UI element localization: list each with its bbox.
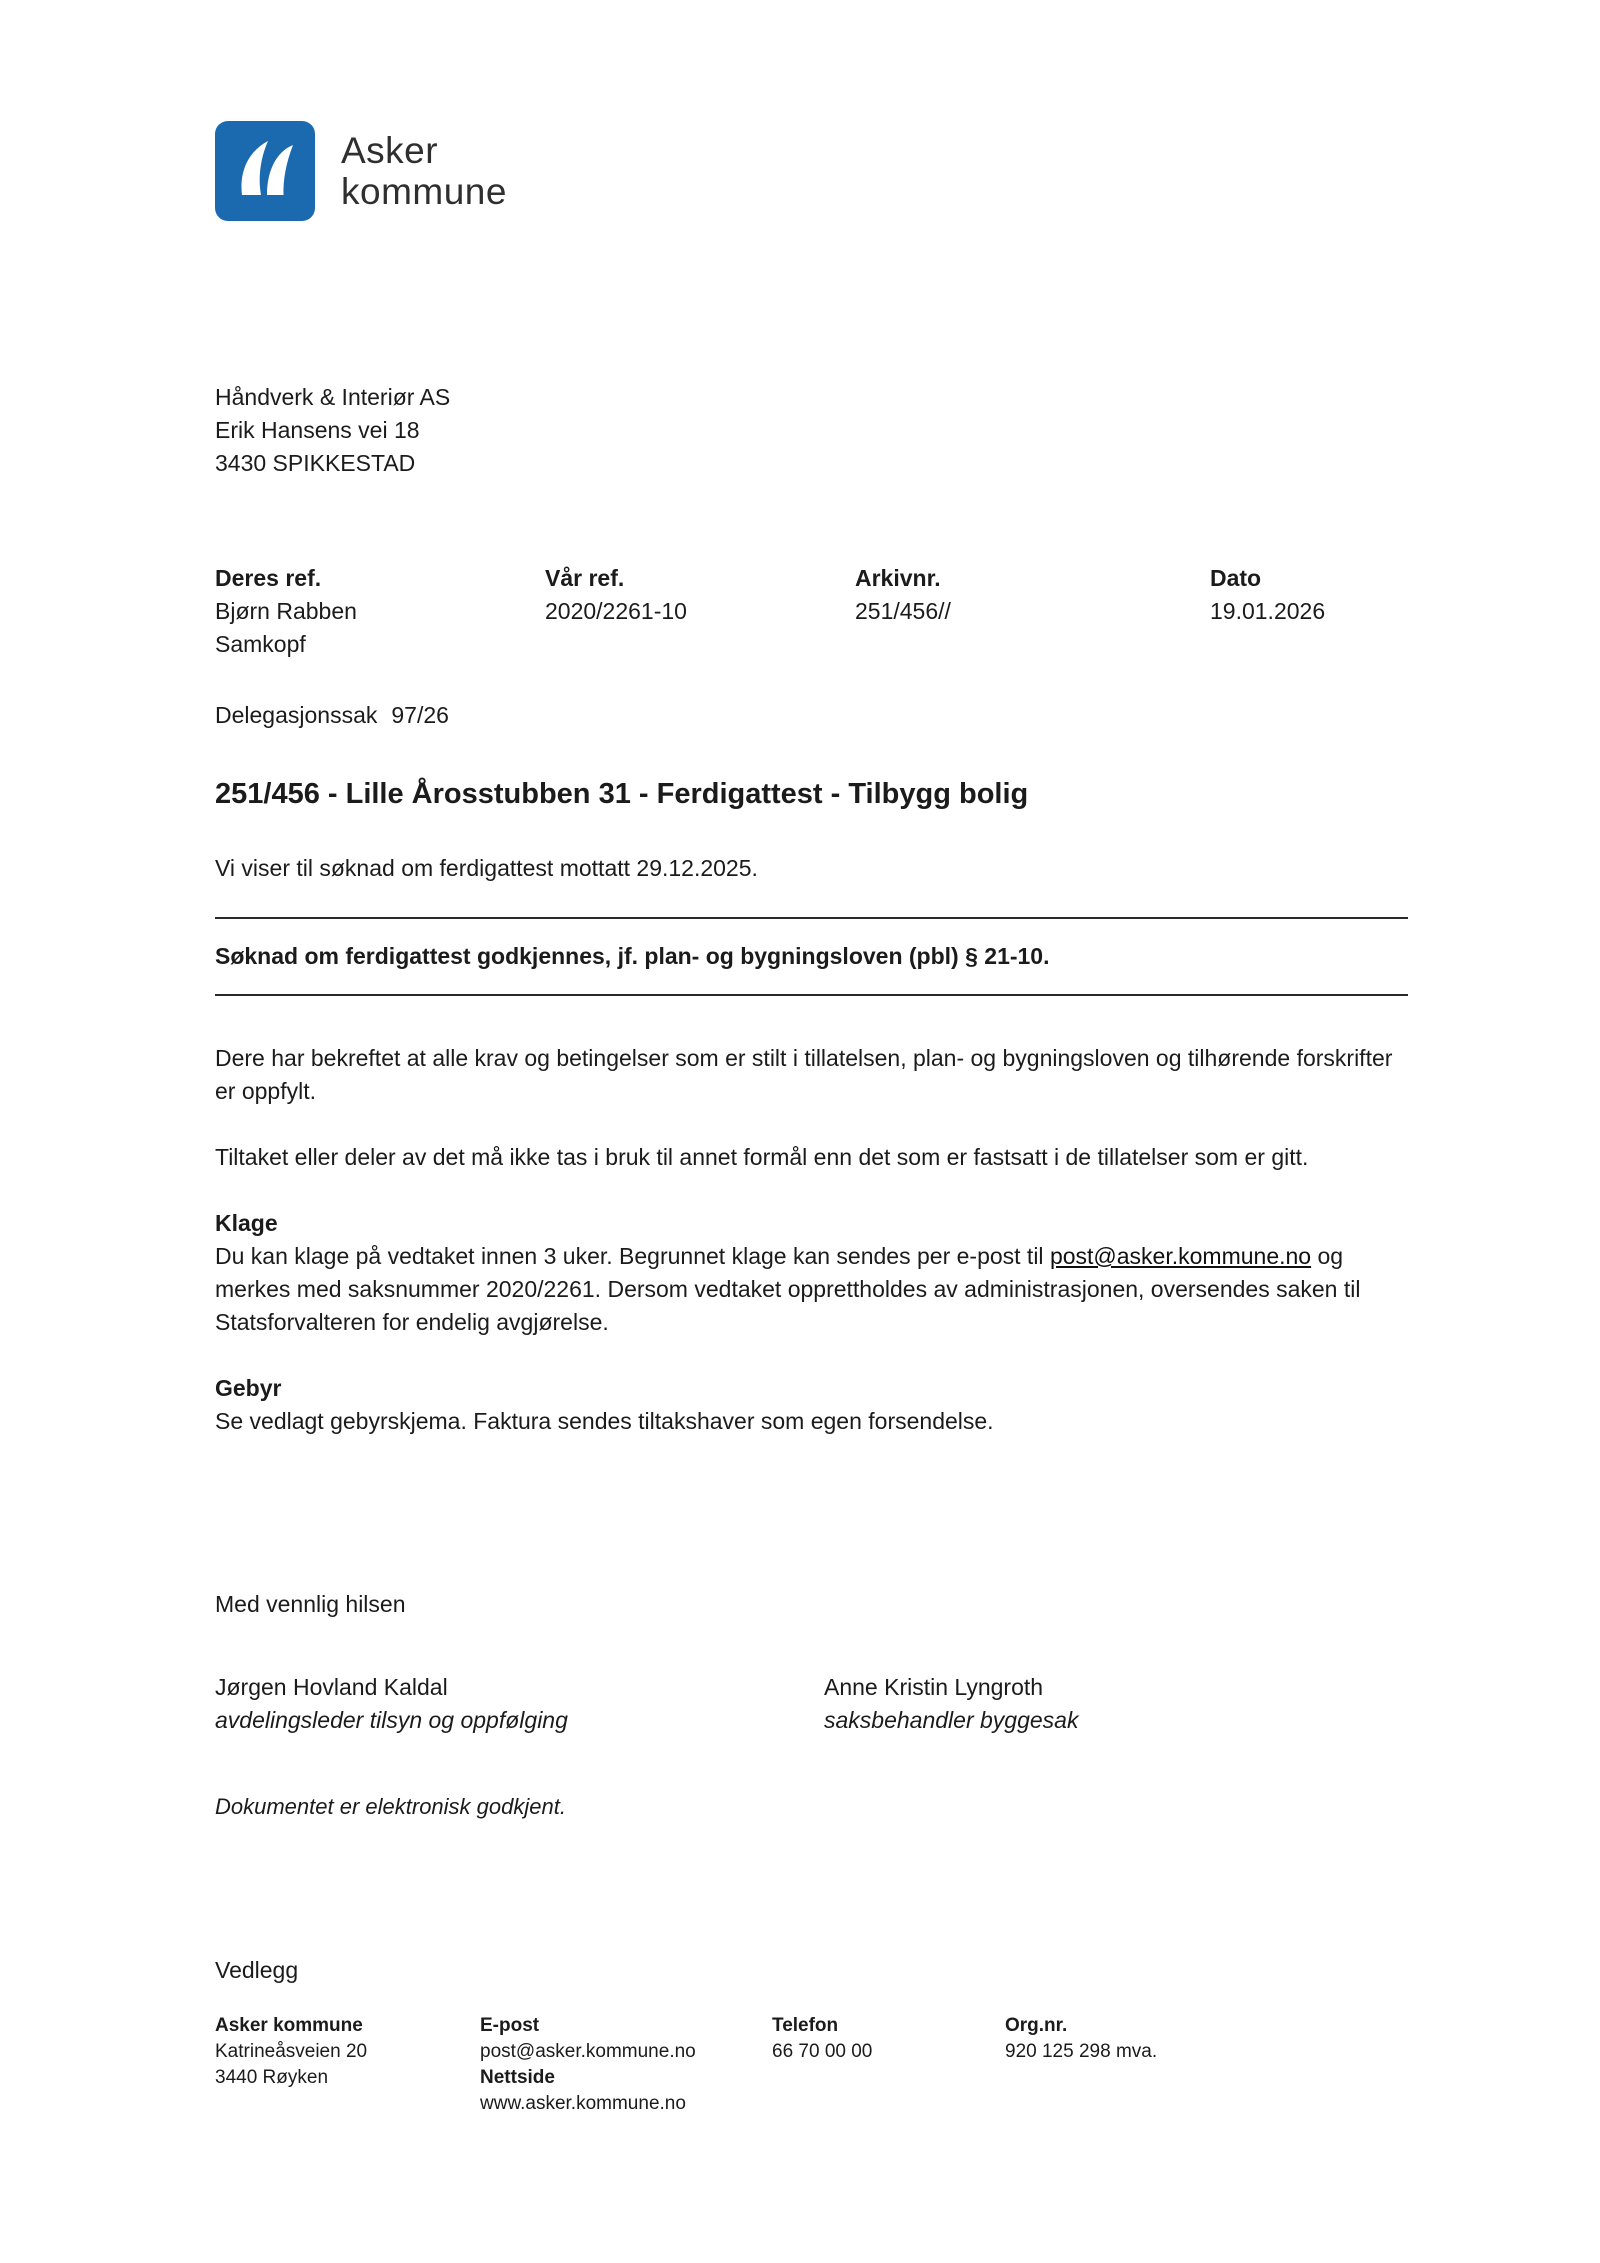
gebyr-paragraph: Se vedlagt gebyrskjema. Faktura sendes tiltakshaver som egen forsendelse. [215, 1408, 994, 1434]
footer-address-line1: Katrineåsveien 20 [215, 2041, 368, 2062]
klage-section [215, 1207, 1408, 1339]
dato-value: 19.01.2026 [1210, 598, 1326, 624]
attachments-label: Vedlegg [215, 1957, 299, 1983]
decision-block [215, 917, 1408, 996]
letter-title: 251/456 - Lille Årosstubben 31 - Ferdigattest - Tilbygg bolig [215, 778, 1029, 810]
sailboat-logo-icon [215, 121, 315, 221]
footer-orgnr-column [1005, 2013, 1408, 2117]
logo-line2: kommune [341, 170, 507, 212]
signer-name-left: Jørgen Hovland Kaldal [215, 1674, 448, 1700]
arkivnr-value: 251/456// [855, 598, 951, 624]
klage-text-before: Du kan klage på vedtaket innen 3 uker. Begrunnet klage kan sendes per e-post til [215, 1243, 1050, 1269]
gebyr-heading: Gebyr [215, 1375, 282, 1401]
signature-block [215, 1671, 1408, 1737]
electronic-approval-note: Dokumentet er elektronisk godkjent. [215, 1794, 566, 1819]
reference-header [215, 562, 1408, 661]
body-paragraph-2: Tiltaket eller deler av det må ikke tas i bruk til annet formål enn det som er fastsatt i de tillatelser som er gitt. [215, 1144, 1309, 1170]
signer-title-right: saksbehandler byggesak [824, 1707, 1079, 1733]
municipality-logo [215, 118, 1408, 223]
intro-paragraph: Vi viser til søknad om ferdigattest mottatt 29.12.2025. [215, 855, 758, 881]
logo-wordmark [341, 130, 507, 212]
complaint-email-link[interactable]: post@asker.kommune.no [1049, 1243, 1312, 1269]
recipient-address [215, 381, 1408, 480]
klage-text-after: og merkes med saksnummer 2020/2261. Dersom vedtaket opprettholdes av administrasjonen, oversendes saken til Statsforvalteren for endelig avgjørelse. [215, 1243, 1361, 1335]
deres-ref-label: Deres ref. [215, 565, 322, 591]
footer-email-label: E-post [480, 2015, 540, 2036]
deres-ref-column [215, 562, 545, 661]
klage-paragraph [215, 1240, 1408, 1339]
deres-ref-value: Bjørn Rabben Samkopf [215, 598, 357, 657]
klage-heading: Klage [215, 1210, 278, 1236]
signer-name-right: Anne Kristin Lyngroth [824, 1674, 1044, 1700]
recipient-postal: 3430 SPIKKESTAD [215, 450, 416, 476]
recipient-name: Håndverk & Interiør AS [215, 384, 451, 410]
var-ref-label: Vår ref. [545, 565, 625, 591]
recipient-street: Erik Hansens vei 18 [215, 417, 420, 443]
closing-greeting: Med vennlig hilsen [215, 1591, 406, 1617]
footer-phone-label: Telefon [772, 2015, 839, 2036]
arkivnr-label: Arkivnr. [855, 565, 941, 591]
delegation-case-number: 97/26 [391, 702, 449, 728]
signer-title-left: avdelingsleder tilsyn og oppfølging [215, 1707, 568, 1733]
footer-contact-column [480, 2013, 772, 2117]
footer-address-line2: 3440 Røyken [215, 2067, 329, 2088]
footer-web-label: Nettside [480, 2067, 555, 2088]
footer-web-value: www.asker.kommune.no [480, 2093, 686, 2114]
delegation-case-line [215, 699, 1408, 732]
logo-line1: Asker [341, 129, 439, 171]
footer-org-name: Asker kommune [215, 2015, 363, 2036]
gebyr-section [215, 1372, 1408, 1438]
letter-footer [215, 2013, 1408, 2117]
footer-address-column [215, 2013, 480, 2117]
dato-column [1210, 562, 1408, 661]
footer-orgnr-label: Org.nr. [1005, 2015, 1068, 2036]
divider-bottom [215, 994, 1408, 996]
var-ref-column [545, 562, 855, 661]
var-ref-value: 2020/2261-10 [545, 598, 687, 624]
delegation-case-label: Delegasjonssak [215, 702, 378, 728]
footer-phone-value: 66 70 00 00 [772, 2041, 873, 2062]
signature-left [215, 1671, 824, 1737]
footer-orgnr-value: 920 125 298 mva. [1005, 2041, 1158, 2062]
arkivnr-column [855, 562, 1210, 661]
dato-label: Dato [1210, 565, 1262, 591]
footer-phone-column [772, 2013, 1005, 2117]
decision-statement: Søknad om ferdigattest godkjennes, jf. plan- og bygningsloven (pbl) § 21-10. [215, 943, 1050, 969]
body-paragraph-1: Dere har bekreftet at alle krav og betingelser som er stilt i tillatelsen, plan- og bygningsloven og tilhørende forskrifter er oppfylt. [215, 1045, 1393, 1104]
signature-right [824, 1671, 1408, 1737]
footer-email-value: post@asker.kommune.no [480, 2041, 696, 2062]
